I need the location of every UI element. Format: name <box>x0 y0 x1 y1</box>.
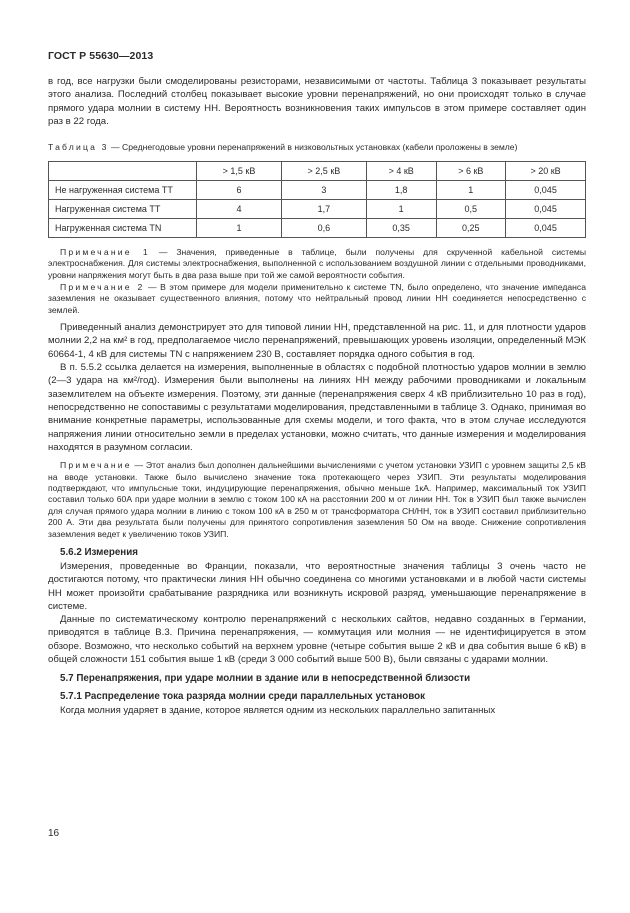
table-cell: 0,045 <box>506 199 586 218</box>
table-cell: 0,045 <box>506 218 586 237</box>
measurement-reference-paragraph: В п. 5.5.2 ссылка делается на измерения, выполненные в областях с подобной плотностью ударов молнии в землю (2—3 удара на км²/год). Измерения были выполнены на линиях НН между рабочими проводниками и локальным заземлителем на объекте измерения. Поэтому, эти данные (перенапряжения сверх 4 кВ приблизительно 10 раз в год), непосредственно не сопоставимы с результатами моделирования, представленными в таблице 3. Однако, принимая во внимание конкретные параметры, использованные для схемы модели, и того факта, что в этом случае исследуются напряжения линии относительно земли в пределах установки, можно считать, что данные измерения и моделирования находятся в разумном согласии. <box>48 362 586 453</box>
table-cell: 0,35 <box>366 218 436 237</box>
overvoltage-table <box>48 161 586 238</box>
note-1 <box>48 247 586 281</box>
section-5-6-2-paragraph-2: Данные по систематическому контролю перенапряжений с нескольких сайтов, недавно созданных в Германии, приводятся в таблице В.3. Причина перенапряжения, — коммутация или молния — не идентифицируется в этом обзоре. Возможно, что несколько событий на верхнем уровне (четыре события выше 2 кВ и два события выше 6 кВ) в общей сложности 151 события выше 1 кВ (среди 3 000 событий выше 500 В), были связаны с ударами молнии. <box>48 614 586 666</box>
table-header-cell: > 2,5 кВ <box>281 161 366 180</box>
table-header-cell: > 4 кВ <box>366 161 436 180</box>
note-2-text: — В этом примере для модели применительно к системе TN, было определено, что значение импеданса заземления не оказывает существенного влияния, потому что нейтральный провод линии НН соединяется непосредственно с землей. <box>48 281 587 315</box>
intro-paragraph: в год, все нагрузки были смоделированы резисторами, независимыми от частоты. Таблица 3 показывает результаты этого анализа. Последний столбец показывает высокие уровни перенапряжений, но они происходят только в случае прямого удара молнии в систему НН. Вероятность возникновения таких импульсов в этом примере составляет один раз в 22 года. <box>48 76 586 127</box>
table-row-label: Нагруженная система ТТ <box>49 199 197 218</box>
table-cell: 1 <box>366 199 436 218</box>
note-3-label: Примечание <box>60 460 132 471</box>
document-header: ГОСТ Р 55630—2013 <box>48 50 154 62</box>
table-header-cell: > 6 кВ <box>436 161 506 180</box>
section-5-6-2-heading: 5.6.2 Измерения <box>60 546 138 558</box>
table-cell: 1 <box>436 180 506 199</box>
table-caption-text: — Среднегодовые уровни перенапряжений в низковольтных установках (кабели проложены в земле) <box>108 142 518 153</box>
table-header-row <box>49 161 586 180</box>
note-2 <box>48 282 586 316</box>
table-cell: 1,8 <box>366 180 436 199</box>
table-row-label: Не нагруженная система ТТ <box>49 180 197 199</box>
table-cell: 6 <box>197 180 282 199</box>
table-header-empty <box>49 161 197 180</box>
section-5-6-2-paragraph-1: Измерения, проведенные во Франции, показали, что вероятностные значения таблицы 3 очень часто не достигаются потому, что практически линия НН обычно соединена со многими установками и в любой части системы НН может произойти срабатывание разрядника или возникнуть искровой разряд, уменьшающие перенапряжение в системе. <box>48 560 586 612</box>
table-header-cell: > 1,5 кВ <box>197 161 282 180</box>
table-row <box>49 218 586 237</box>
analysis-paragraph: Приведенный анализ демонстрирует это для типовой линии НН, представленной на рис. 11, и для плотности ударов молнии 2,2 на км² в год, предполагаемое число перенапряжений, превышающих уровень изоляции, определенный МЭК 60664-1, 4 кВ для системы TN с напряжением 230 В, составляет порядка одного события в год. <box>48 322 586 360</box>
table-cell: 0,6 <box>281 218 366 237</box>
table-cell: 0,045 <box>506 180 586 199</box>
table-caption-label: Таблица 3 <box>48 142 109 153</box>
table-cell: 0,5 <box>436 199 506 218</box>
table-cell: 1,7 <box>281 199 366 218</box>
note-1-label: Примечание 1 <box>60 246 150 257</box>
table-header-cell: > 20 кВ <box>506 161 586 180</box>
note-3 <box>48 460 586 540</box>
section-5-7-1-heading: 5.7.1 Распределение тока разряда молнии среди параллельных установок <box>60 691 426 703</box>
table-cell: 4 <box>197 199 282 218</box>
table-caption <box>48 142 586 154</box>
document-page <box>48 50 586 718</box>
table-row-label: Нагруженная система TN <box>49 218 197 237</box>
note-2-label: Примечание 2 <box>60 281 145 292</box>
page-number: 16 <box>48 828 60 839</box>
table-cell: 0,25 <box>436 218 506 237</box>
table-cell: 3 <box>281 180 366 199</box>
section-5-7-heading: 5.7 Перенапряжения, при ударе молнии в здание или в непосредственной близости <box>60 673 471 685</box>
section-5-7-1-paragraph: Когда молния ударяет в здание, которое является одним из нескольких параллельно запитанных <box>60 705 496 717</box>
note-3-text: — Этот анализ был дополнен дальнейшими вычислениями с учетом установки УЗИП с уровнем защиты 2,5 кВ на вводе установки. Также было вычислено значение тока протекающего через УЗИП. Эти результаты моделирования подтверждают, что импульсные токи, индуцирующие перенапряжения, обычно меньше 1кА. Например, максимальный ток УЗИП составил только 60А при ударе молнии в землю с током 100 кА на расстоянии 200 м от линии НН. Ток в УЗИП был также вычислен для случая прямого удара молнии в линию с током 100 кА в 250 м от трансформатора СН/НН, ток в УЗИП составил приблизительно 200 А. Эти два результата были получены для принятого сопротивления заземления 50 Ом на вводе. Снижение сопротивления заземления ведет к увеличению токов УЗИП. <box>48 460 586 539</box>
table-cell: 1 <box>197 218 282 237</box>
note-1-text: — Значения, приведенные в таблице, были получены для скрученной кабельной системы электроснабжения. Для системы электроснабжения, выполненной с использованием воздушной линии с отдельными проводниками, уровни напряжения могут быть в два раза выше при той же самой вероятности события. <box>48 246 586 280</box>
table-row <box>49 180 586 199</box>
table-row <box>49 199 586 218</box>
